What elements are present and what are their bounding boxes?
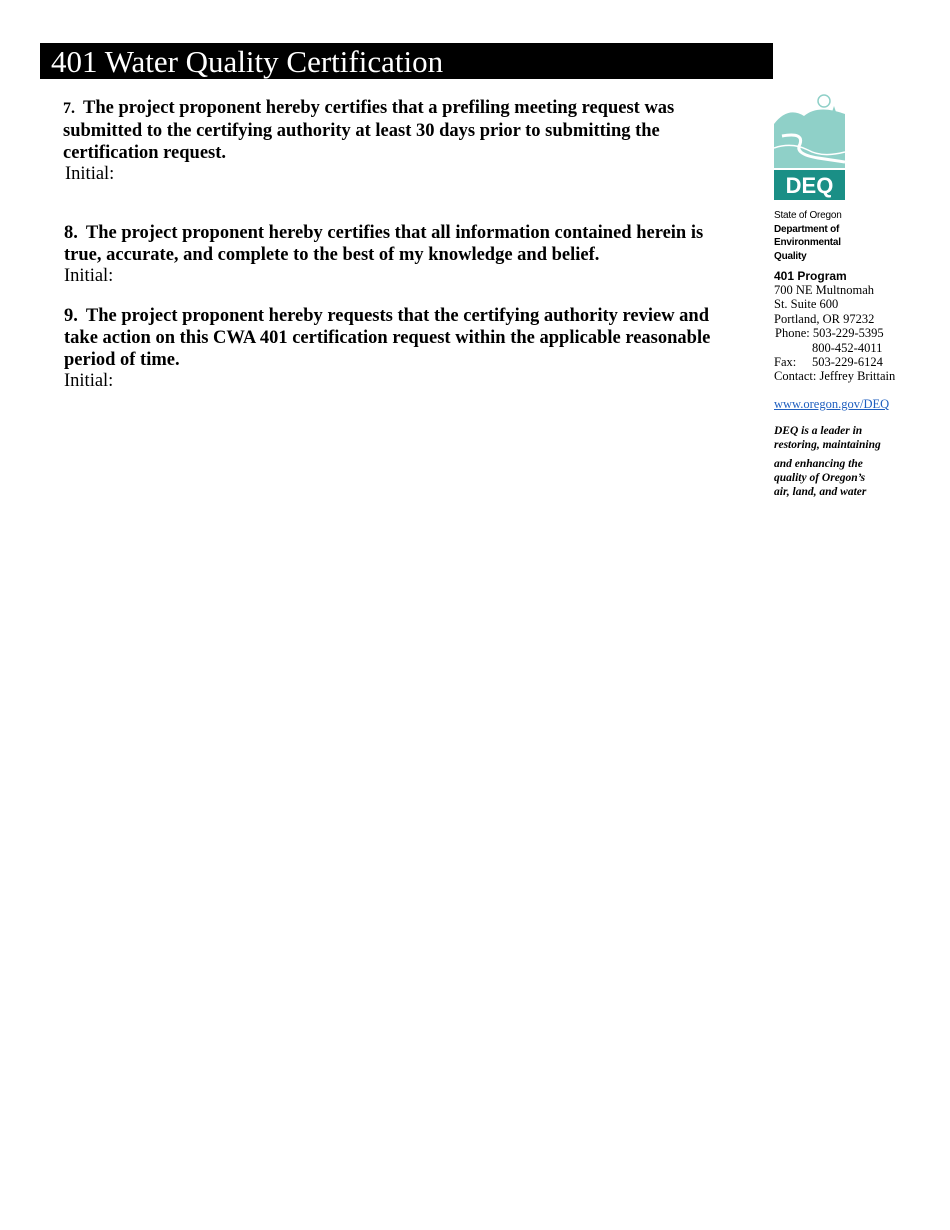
tagline-line1: DEQ is a leader in	[774, 424, 863, 437]
item-number: 7.	[63, 100, 75, 117]
agency-name	[774, 209, 944, 263]
contact-person: Contact: Jeffrey Brittain	[774, 369, 896, 384]
item-statement	[63, 97, 739, 164]
item-text: The project proponent hereby certifies that all information contained herein is true, accurate, and complete to the best of my knowledge and belief.	[64, 223, 704, 265]
document-title: 401 Water Quality Certification	[51, 44, 444, 79]
initial-label: Initial:	[64, 266, 114, 286]
tagline-line5: air, land, and water	[774, 485, 867, 498]
address-line1: 700 NE Multnomah	[774, 283, 874, 297]
phone-number-2: 800-452-4011	[812, 340, 883, 355]
item-number: 8.	[64, 223, 78, 243]
fax-row	[774, 355, 944, 369]
program-name: 401 Program	[774, 269, 847, 283]
phone-number: 503-229-5395	[812, 326, 884, 341]
document-title-bar	[40, 43, 773, 79]
item-text: The project proponent hereby certifies that a prefiling meeting request was submitted to the certifying authority at least 30 days prior to submitting the certification request.	[63, 98, 675, 163]
item-statement	[64, 222, 739, 266]
fax-label: Fax:	[774, 355, 797, 370]
logo-text: DEQ	[785, 173, 834, 198]
sidebar	[774, 92, 944, 499]
initial-label: Initial:	[64, 371, 114, 391]
item-text: The project proponent hereby requests that the certifying authority review and take action on this CWA 401 certification request within the applicable reasonable period of time.	[64, 306, 711, 370]
initial-label: Initial:	[65, 164, 115, 184]
agency-dept-line1: Department of	[774, 223, 840, 235]
phone-label: Phone:	[775, 326, 810, 341]
agency-state: State of Oregon	[774, 210, 842, 221]
certification-item-9	[64, 305, 739, 392]
deq-logo	[774, 92, 845, 200]
item-statement	[64, 305, 739, 371]
address-line3: Portland, OR 97232	[774, 311, 875, 326]
contact-block	[774, 283, 944, 384]
tagline-line3: and enhancing the	[774, 457, 863, 470]
certification-item-8	[64, 222, 739, 287]
tagline-line4: quality of Oregon’s	[774, 471, 866, 484]
address-line2: St. Suite 600	[774, 297, 839, 312]
website-link[interactable]: www.oregon.gov/DEQ	[774, 396, 890, 411]
agency-dept-line3: Quality	[774, 250, 807, 262]
phone-row	[774, 326, 944, 340]
agency-dept-line2: Environmental	[774, 237, 841, 248]
tagline	[774, 424, 944, 499]
certification-item-7	[64, 97, 739, 185]
item-number: 9.	[64, 306, 78, 326]
tagline-line2: restoring, maintaining	[774, 438, 881, 451]
fax-number: 503-229-6124	[812, 355, 883, 370]
